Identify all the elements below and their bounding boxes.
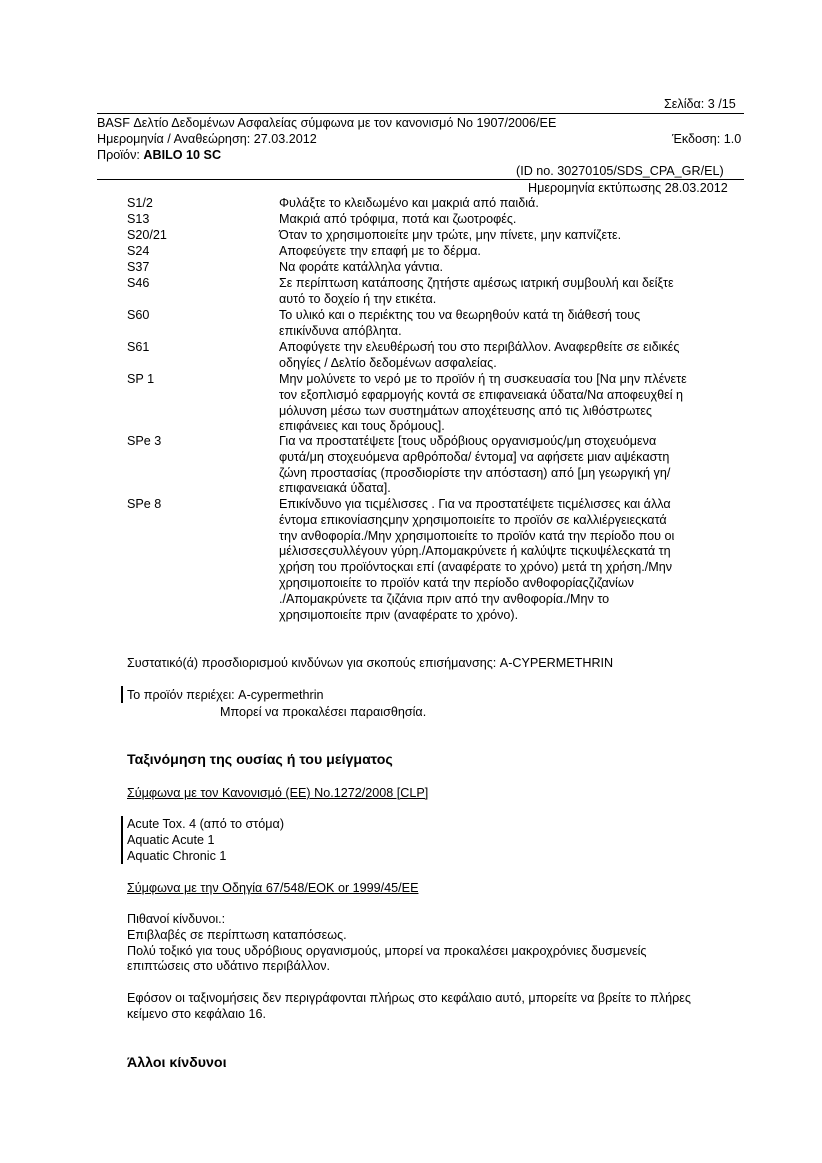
phrase-code: S46 bbox=[127, 276, 150, 290]
phrase-text: Αποφύγετε την ελευθέρωσή του στο περιβάλλον. Αναφερθείτε σε ειδικές οδηγίες / Δελτίο δεδομένων ασφαλείας. bbox=[279, 340, 680, 370]
phrase-code: S13 bbox=[127, 212, 150, 226]
phrase-code: SPe 8 bbox=[127, 497, 162, 511]
phrase-code: S24 bbox=[127, 244, 150, 258]
phrase-code: SPe 3 bbox=[127, 434, 162, 448]
phrase-text: Μην μολύνετε το νερό με το προϊόν ή τη συσκευασία του [Να μην πλένετε τον εξοπλισμό εφαρμογής κοντά σε επιφανειακά ύδατα/Να αποφευχθεί η μόλυνση μέσω των συστημάτων αποχέτευσης από τις λιθόστρωτες επιφάνειες και τους δρόμους]. bbox=[279, 372, 687, 434]
product-line bbox=[97, 148, 221, 162]
header-bottom-rule bbox=[97, 179, 744, 180]
phrase-code: S1/2 bbox=[127, 196, 153, 210]
possible-hazards: Πιθανοί κίνδυνοι.: Επιβλαβές σε περίπτωση καταπόσεως. Πολύ τοξικό για τους υδρόβιους οργανισμούς, μπορεί να προκαλέσει μακροχρόνιες δυσμενείς επιπτώσεις στο υδάτινο περιβάλλον. bbox=[127, 912, 647, 974]
product-label: Προϊόν: bbox=[97, 148, 144, 162]
other-hazards-heading: Άλλοι κίνδυνοι bbox=[127, 1055, 227, 1071]
contains-line: Το προϊόν περιέχει: A-cypermethrin bbox=[127, 688, 324, 702]
document-title: BASF Δελτίο Δεδομένων Ασφαλείας σύμφωνα με τον κανονισμό Νο 1907/2006/ΕΕ bbox=[97, 116, 557, 130]
revision-date: Ημερομηνία / Αναθεώρηση: 27.03.2012 bbox=[97, 132, 317, 146]
version: Έκδοση: 1.0 bbox=[672, 132, 742, 146]
classification-heading: Ταξινόμηση της ουσίας ή του μείγματος bbox=[127, 752, 393, 768]
classification-note: Εφόσον οι ταξινομήσεις δεν περιγράφονται πλήρως στο κεφάλαιο αυτό, μπορείτε να βρείτε το πλήρες κείμενο στο κεφάλαιο 16. bbox=[127, 991, 691, 1021]
revision-bar bbox=[121, 816, 123, 864]
list-item: Aquatic Acute 1 bbox=[127, 832, 215, 847]
phrase-text: Όταν το χρησιμοποιείτε μην τρώτε, μην πίνετε, μην καπνίζετε. bbox=[279, 228, 622, 242]
phrase-text: Επικίνδυνο για τιςμέλισσες . Για να προστατέψετε τιςμέλισσες και άλλα έντομα επικονίασηςμην χρησιμοποιείτε το προϊόν σε καλλιέργειεςκατά την ανθοφορία./Μην χρησιμοποιείτε το προϊόν κατά την περίοδο που οι μέλισσεςσυλλέγουν γύρη./Απομακρύνετε ή καλύψτε τιςκυψέλεςκατά τη χρήση του προϊόντοςκαι επί (αναφέρατε το χρόνο) μετά τη χρήση./Μην χρησιμοποιείτε το προϊόν κατά την περίοδο ανθοφορίαςζιζανίων ./Απομακρύνετε τα ζιζάνια πριν από την ανθοφορία./Μην το χρησιμοποιείτε πριν (αναφέρατε το χρόνο). bbox=[279, 497, 675, 622]
directive-heading: Σύμφωνα με την Οδηγία 67/548/ΕΟΚ or 1999/45/ΕΕ bbox=[127, 881, 419, 895]
product-name: ABILO 10 SC bbox=[143, 148, 222, 162]
phrase-code: S20/21 bbox=[127, 228, 167, 242]
phrase-text: Να φοράτε κατάλληλα γάντια. bbox=[279, 260, 443, 274]
phrase-code: S37 bbox=[127, 260, 150, 274]
revision-bar bbox=[121, 686, 123, 703]
clp-classification-list bbox=[127, 817, 284, 864]
header-top-rule bbox=[97, 113, 744, 114]
phrase-text: Το υλικό και ο περιέκτης του να θεωρηθούν κατά τη διάθεσή τους επικίνδυνα απόβλητα. bbox=[279, 308, 641, 338]
hazard-components: Συστατικό(ά) προσδιορισμού κινδύνων για σκοπούς επισήμανσης: A-CYPERMETHRIN bbox=[127, 656, 614, 670]
list-item: Acute Tox. 4 (από το στόμα) bbox=[127, 817, 285, 831]
contains-note: Μπορεί να προκαλέσει παραισθησία. bbox=[220, 705, 427, 719]
phrase-code: S60 bbox=[127, 308, 150, 322]
phrase-text: Φυλάξτε το κλειδωμένο και μακριά από παιδιά. bbox=[279, 196, 539, 210]
phrase-text: Μακριά από τρόφιμα, ποτά και ζωοτροφές. bbox=[279, 212, 517, 226]
phrase-text: Για να προστατέψετε [τους υδρόβιους οργανισμούς/μη στοχευόμενα φυτά/μη στοχευόμενα αρθρόποδα/ έντομα] να αφήσετε μιαν αψέκαστη ζώνη προστασίας (προσδιορίστε την απόσταση) από [μη γεωργική γη/ επιφανειακά ύδατα]. bbox=[279, 434, 671, 496]
list-item: Aquatic Chronic 1 bbox=[127, 848, 227, 863]
phrase-text: Αποφεύγετε την επαφή με το δέρμα. bbox=[279, 244, 481, 258]
id-number: (ID no. 30270105/SDS_CPA_GR/EL) bbox=[516, 164, 724, 178]
page-number: Σελίδα: 3 /15 bbox=[664, 97, 736, 111]
print-date: Ημερομηνία εκτύπωσης 28.03.2012 bbox=[528, 181, 728, 195]
phrase-code: S61 bbox=[127, 340, 150, 354]
clp-heading: Σύμφωνα με τον Κανονισμό (ΕΕ) No.1272/2008 [CLP] bbox=[127, 786, 429, 800]
phrase-code: SP 1 bbox=[127, 372, 155, 386]
phrase-text: Σε περίπτωση κατάποσης ζητήστε αμέσως ιατρική συμβουλή και δείξτε αυτό το δοχείο ή την ετικέτα. bbox=[279, 276, 674, 306]
